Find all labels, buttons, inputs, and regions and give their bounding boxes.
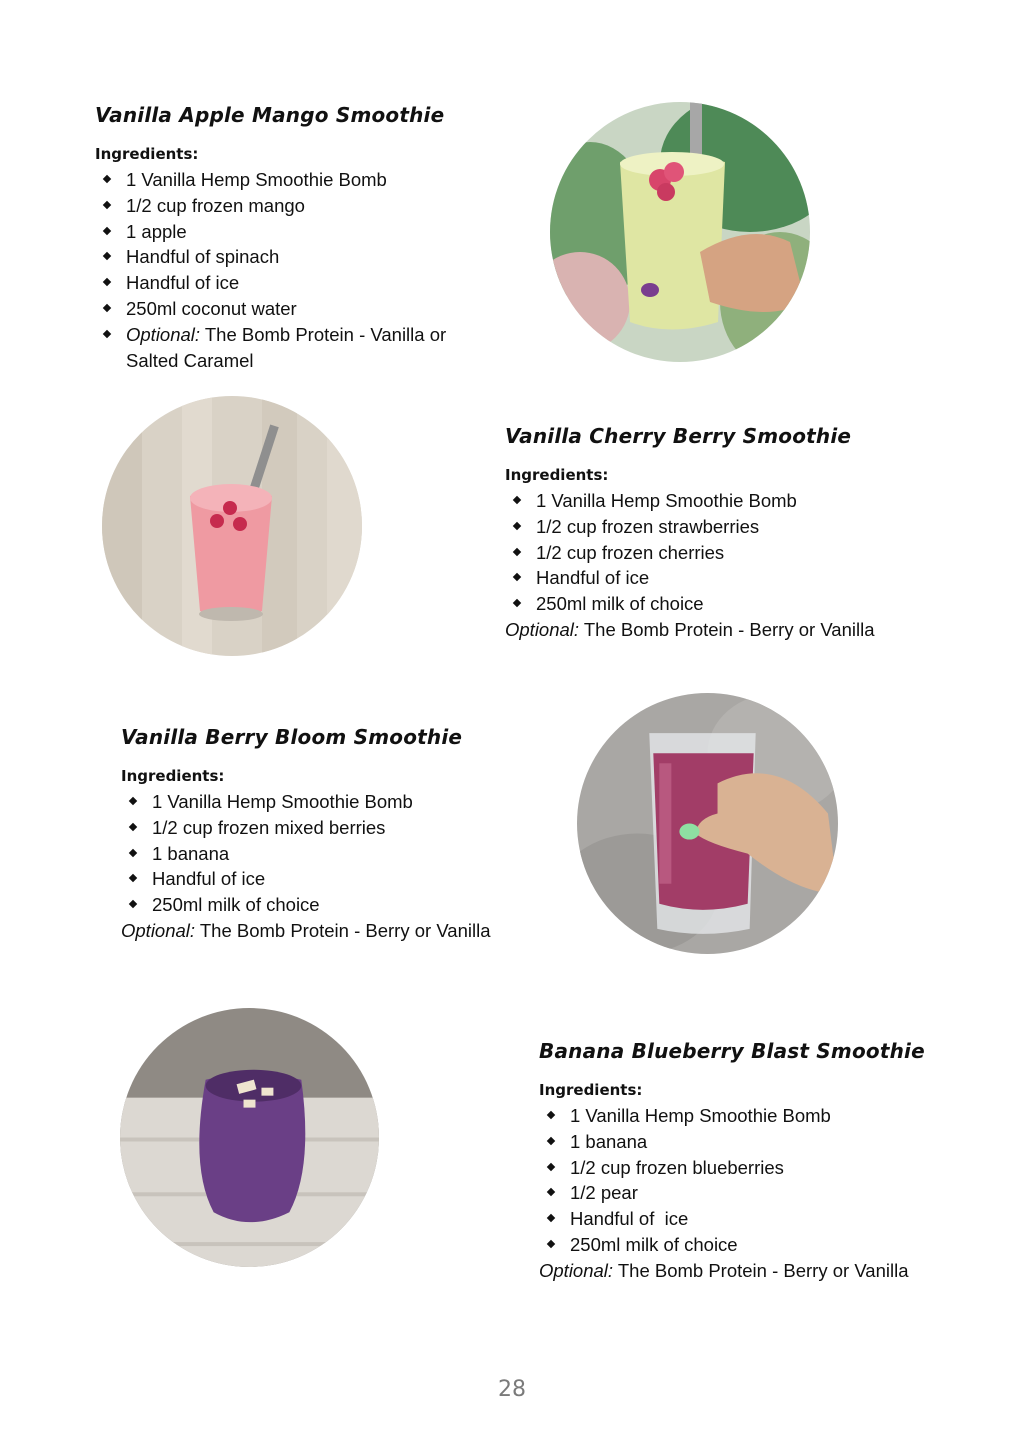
bullet-icon: [129, 874, 137, 882]
bullet-icon: [547, 1137, 555, 1145]
list-item: 1 Vanilla Hemp Smoothie Bomb: [121, 789, 541, 815]
list-item: Handful of ice: [505, 565, 925, 591]
optional-label: Optional:: [505, 618, 580, 640]
list-item: 1 Vanilla Hemp Smoothie Bomb: [95, 167, 495, 193]
photo-green-smoothie: [550, 102, 810, 362]
recipe-banana-blueberry-blast: [539, 1039, 959, 1284]
list-item: Handful of ice: [95, 270, 495, 296]
list-item: 1 Vanilla Hemp Smoothie Bomb: [505, 488, 925, 514]
list-item: 1/2 cup frozen mixed berries: [121, 815, 541, 841]
recipe-title: Banana Blueberry Blast Smoothie: [539, 1039, 925, 1063]
bullet-icon: [513, 522, 521, 530]
list-item: 1/2 pear: [539, 1180, 959, 1206]
photo-purple-smoothie: [120, 1008, 379, 1267]
list-item: 1/2 cup frozen cherries: [505, 540, 925, 566]
bullet-icon: [513, 573, 521, 581]
bullet-icon: [129, 823, 137, 831]
ingredients-list: [539, 1103, 959, 1258]
list-item: Handful of spinach: [95, 244, 495, 270]
bullet-icon: [547, 1111, 555, 1119]
optional-line: [121, 918, 541, 944]
list-item: 1 banana: [539, 1129, 959, 1155]
bullet-icon: [103, 252, 111, 260]
list-item: 250ml milk of choice: [121, 892, 541, 918]
ingredients-label: Ingredients:: [95, 145, 199, 163]
list-item: 1 apple: [95, 219, 495, 245]
photo-berry-smoothie: [577, 693, 838, 954]
optional-text: The Bomb Protein - Berry or Vanilla: [195, 919, 491, 941]
list-item: 1/2 cup frozen mango: [95, 193, 495, 219]
bullet-icon: [103, 201, 111, 209]
bullet-icon: [129, 797, 137, 805]
bullet-icon: [103, 175, 111, 183]
list-item: 1/2 cup frozen strawberries: [505, 514, 925, 540]
page-number: 28: [498, 1377, 526, 1402]
recipe-vanilla-apple-mango: [95, 103, 495, 373]
optional-line: [539, 1258, 959, 1284]
list-item: 250ml coconut water: [95, 296, 495, 322]
ingredients-list: [505, 488, 925, 617]
bullet-icon: [513, 496, 521, 504]
recipe-vanilla-cherry-berry: [505, 424, 925, 643]
bullet-icon: [103, 226, 111, 234]
list-item: 1/2 cup frozen blueberries: [539, 1155, 959, 1181]
bullet-icon: [547, 1162, 555, 1170]
optional-text: The Bomb Protein - Berry or Vanilla: [579, 618, 875, 640]
list-item: 250ml milk of choice: [505, 591, 925, 617]
list-item: 1 banana: [121, 841, 541, 867]
bullet-icon: [129, 848, 137, 856]
list-item: Handful of ice: [121, 866, 541, 892]
bullet-icon: [513, 599, 521, 607]
recipe-title: Vanilla Berry Bloom Smoothie: [121, 725, 463, 749]
optional-label: Optional:: [121, 919, 196, 941]
ingredients-label: Ingredients:: [505, 466, 609, 484]
optional-label: Optional:: [126, 323, 201, 345]
optional-text: The Bomb Protein - Berry or Vanilla: [613, 1259, 909, 1281]
ingredients-label: Ingredients:: [121, 767, 225, 785]
bullet-icon: [103, 304, 111, 312]
bullet-icon: [513, 547, 521, 555]
list-item: Handful of ice: [539, 1206, 959, 1232]
optional-text: The Bomb Protein - Vanilla or Salted Caramel: [126, 323, 447, 371]
ingredients-label: Ingredients:: [539, 1081, 643, 1099]
bullet-icon: [103, 330, 111, 338]
bullet-icon: [547, 1214, 555, 1222]
list-item: 250ml milk of choice: [539, 1232, 959, 1258]
optional-label: Optional:: [539, 1259, 614, 1281]
bullet-icon: [129, 900, 137, 908]
bullet-icon: [547, 1188, 555, 1196]
recipe-vanilla-berry-bloom: [121, 725, 541, 944]
list-item-optional: [95, 322, 495, 374]
ingredients-list: [121, 789, 541, 918]
bullet-icon: [547, 1240, 555, 1248]
recipe-title: Vanilla Apple Mango Smoothie: [95, 103, 445, 127]
optional-line: [505, 617, 925, 643]
recipe-title: Vanilla Cherry Berry Smoothie: [505, 424, 852, 448]
bullet-icon: [103, 278, 111, 286]
photo-pink-smoothie: [102, 396, 362, 656]
ingredients-list: [95, 167, 495, 373]
list-item: 1 Vanilla Hemp Smoothie Bomb: [539, 1103, 959, 1129]
